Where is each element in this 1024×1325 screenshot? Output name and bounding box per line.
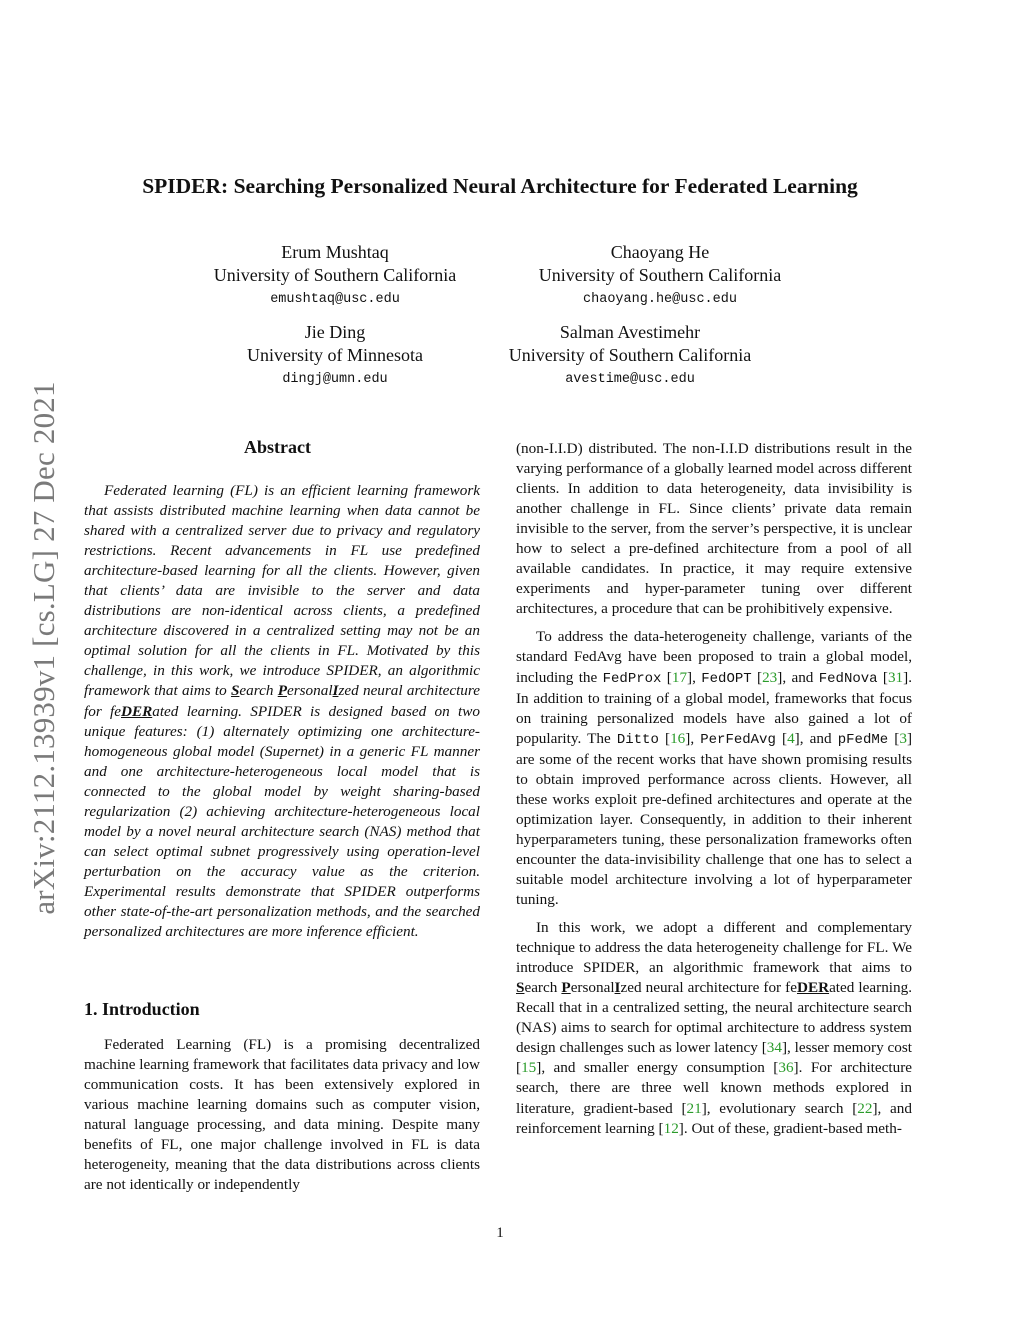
author-block <box>500 241 820 311</box>
author-email[interactable]: chaoyang.he@usc.edu <box>583 292 737 307</box>
citation-link[interactable]: 34 <box>766 1039 782 1057</box>
author-email[interactable]: avestime@usc.edu <box>565 372 695 387</box>
author-block <box>175 241 495 311</box>
author-name: Jie Ding <box>304 322 366 342</box>
citation-link[interactable]: 36 <box>778 1059 794 1077</box>
citation-link[interactable]: 16 <box>670 729 686 747</box>
abstract-heading: Abstract <box>244 437 311 457</box>
citation-link[interactable]: 15 <box>521 1059 537 1077</box>
arxiv-watermark: arXiv:2112.13939v1 [cs.LG] 27 Dec 2021 <box>26 381 61 915</box>
right-column-body <box>516 439 912 1139</box>
author-name: Salman Avestimehr <box>559 322 701 342</box>
author-block <box>470 321 790 391</box>
citation-link[interactable]: 23 <box>762 668 778 686</box>
citation-link[interactable]: 17 <box>671 668 688 686</box>
author-email[interactable]: emushtaq@usc.edu <box>270 292 400 307</box>
introduction-body <box>84 1035 480 1195</box>
citation-link[interactable]: 22 <box>857 1099 873 1117</box>
abstract-body <box>84 481 480 942</box>
citation-link[interactable]: 12 <box>663 1119 679 1137</box>
citation-link[interactable]: 4 <box>787 729 795 747</box>
author-affiliation: University of Southern California <box>538 265 782 285</box>
author-name: Chaoyang He <box>610 242 710 262</box>
intro-paragraph: Federated Learning (FL) is a promising decentralized machine learning framework that facilitates data privacy and low communication costs. It has been extensively explored in various machine learning domains such as computer vision, natural language processing, and data mining. Despite many benefits of FL, one major challenge involved in FL is data heterogeneity, meaning that the data distributions across clients are not identically or independently <box>84 1036 480 1194</box>
author-affiliation: University of Minnesota <box>247 345 423 365</box>
intro-paragraph: To address the data-heterogeneity challenge, variants of the standard FedAvg have been proposed to train a global model, including the FedProx [17], FedOPT [23], and FedNova [31]. In addition to training of a global model, frameworks that focus on training personalized models have also gained a lot of popularity. The Ditto [16], PerFedAvg [4], and pFedMe [3] are some of the recent works that have shown promising results to obtain improved performance across clients. However, all these works exploit pre-defined architectures and operate at the optimization layer. Consequently, in addition to their inherent hyperparameters tuning, these personalization frameworks often encounter the data-invisibility challenge that one has to select a suitable model architecture involving a lot of hyperparameter tuning. <box>516 628 913 909</box>
citation-link[interactable]: 3 <box>899 729 907 747</box>
intro-paragraph-continued: (non-I.I.D) distributed. The non-I.I.D distributions result in the varying performance of a globally learned model across different clients. In addition to data heterogeneity, data invisibility is another challenge in FL. Since clients’ private data remain invisible to the server, from the server’s perspective, it is unclear how to select a pre-defined architecture from a pool of all available candidates. In practice, it may require extensive experiments and hyper-parameter tuning over different architectures, a procedure that can be prohibitively expensive. <box>516 440 912 618</box>
citation-link[interactable]: 31 <box>887 668 904 686</box>
page-number: 1 <box>496 1225 504 1241</box>
author-email[interactable]: dingj@umn.edu <box>282 372 388 387</box>
abstract-paragraph: Federated learning (FL) is an efficient learning framework that assists distributed machine learning when data cannot be shared with a centralized server due to privacy and regulatory restrictions. Recent advancements in FL use predefined architecture-based learning for all the clients. However, given that clients’ data are invisible to the server and data distributions are non-identical across clients, a predefined architecture discovered in a centralized setting may not be an optimal solution for all the clients in FL. Motivated by this challenge, in this work, we introduce SPIDER, an algorithmic framework that aims to Search PersonalIzed neural architecture for feDERated learning. SPIDER is designed based on two unique features: (1) alternately optimizing one architecture-homogeneous global model (Supernet) in a generic FL manner and one architecture-heterogeneous local model that is connected to the global model by weight sharing-based regularization (2) achieving architecture-heterogeneous local model by a novel neural architecture search (NAS) method that can select optimal subnet progressively using operation-level perturbation on the accuracy value as the criterion. Experimental results demonstrate that SPIDER outperforms other state-of-the-art personalization methods, and the searched personalized architectures are more inference efficient. <box>84 482 480 941</box>
author-name: Erum Mushtaq <box>281 242 389 262</box>
author-affiliation: University of Southern California <box>213 265 457 285</box>
intro-paragraph: In this work, we adopt a different and complementary technique to address the data heterogeneity challenge for FL. We introduce SPIDER, an algorithmic framework that aims to Search PersonalIzed neural architecture for feDERated learning. Recall that in a centralized setting, the neural architecture search (NAS) aims to search for optimal architecture to address system design challenges such as lower latency [34], lesser memory cost [15], and smaller energy consumption [36]. For architecture search, there are three well known methods explored in literature, gradient-based [21], evolutionary search [22], and reinforcement learning [12]. Out of these, gradient-based meth- <box>516 919 912 1137</box>
paper-title: SPIDER: Searching Personalized Neural Architecture for Federated Learning <box>142 174 858 198</box>
author-block <box>175 321 495 391</box>
author-affiliation: University of Southern California <box>508 345 752 365</box>
citation-link[interactable]: 21 <box>686 1099 702 1117</box>
introduction-heading: 1. Introduction <box>84 999 200 1019</box>
